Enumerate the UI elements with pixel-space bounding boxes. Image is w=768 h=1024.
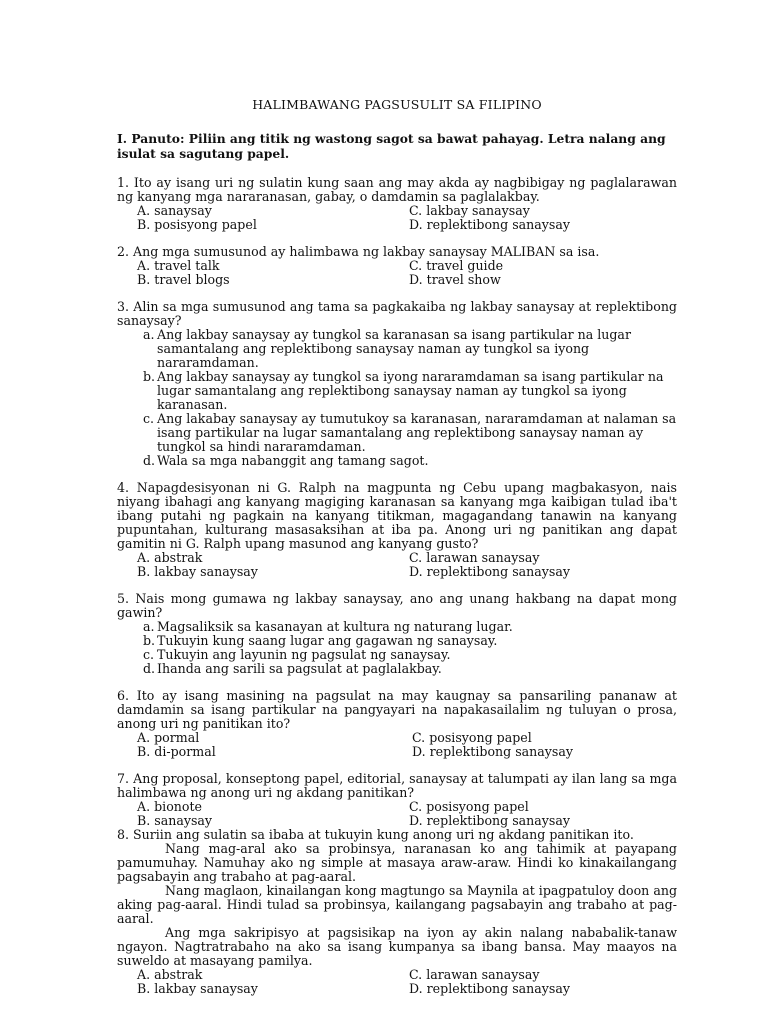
question-1: 1. Ito ay isang uri ng sulatin kung saan ang may akda ay nagbibigay ng paglalarawan ng kanyang mga nararanasan, gabay, o damdamin sa paglalakbay. <box>117 175 677 204</box>
question-6: 6. Ito ay isang masining na pagsulat na may kaugnay sa pansariling pananaw at damdamin sa isang partikular na pangyayari na napakasailalim ng tuluyan o prosa, anong uri ng panitikan ito? <box>117 688 677 731</box>
q3-option-a: a. Ang lakbay sanaysay ay tungkol sa karanasan sa isang partikular na lugar samantalang ang replektibong sanaysay naman ay tungkol sa iyong nararamdaman. <box>143 327 631 370</box>
q8-option-a: A. abstrak <box>137 967 203 982</box>
q6-option-c: C. posisyong papel <box>412 730 532 745</box>
question-5: 5. Nais mong gumawa ng lakbay sanaysay, ano ang unang hakbang na dapat mong gawin? <box>117 591 677 620</box>
question-2: 2. Ang mga sumusunod ay halimbawa ng lakbay sanaysay MALIBAN sa isa. <box>117 244 600 259</box>
q1-option-c: C. lakbay sanaysay <box>409 203 530 218</box>
q7-option-a: A. bionote <box>137 799 202 814</box>
q1-option-d: D. replektibong sanaysay <box>409 217 571 232</box>
q6-option-a: A. pormal <box>137 730 200 745</box>
q5-option-b: b. Tukuyin kung saang lugar ang gagawan ng sanaysay. <box>143 633 498 648</box>
q6-option-d: D. replektibong sanaysay <box>412 744 574 759</box>
q6-option-b: B. di-pormal <box>137 744 216 759</box>
q2-option-b: B. travel blogs <box>137 272 230 287</box>
passage-paragraph-2: Nang maglaon, kinailangan kong magtungo sa Maynila at ipagpatuloy doon ang aking pag-aaral. Hindi tulad sa probinsya, kailangang pagsabayin ang trabaho at pag-aaral. <box>117 883 677 926</box>
q4-option-b: B. lakbay sanaysay <box>137 564 258 579</box>
q3-option-c: c. Ang lakabay sanaysay ay tumutukoy sa karanasan, nararamdaman at nalaman sa isang partikular na lugar samantalang ang replektibong sanaysay naman ay tungkol sa hindi nararamdaman. <box>143 411 677 454</box>
q4-option-d: D. replektibong sanaysay <box>409 564 571 579</box>
q7-option-d: D. replektibong sanaysay <box>409 813 571 828</box>
q4-option-c: C. larawan sanaysay <box>409 550 540 565</box>
question-7: 7. Ang proposal, konseptong papel, editorial, sanaysay at talumpati ay ilan lang sa mga halimbawa ng anong uri ng akdang panitikan? <box>117 771 677 800</box>
q1-option-b: B. posisyong papel <box>137 217 257 232</box>
passage-paragraph-3: Ang mga sakripisyo at pagsisikap na iyon ay akin nalang nababalik-tanaw ngayon. Nagtratrabaho na ako sa isang kumpanya sa ibang bansa. May maayos na suweldo at masayang pamilya. <box>117 925 677 968</box>
instructions: I. Panuto: Piliin ang titik ng wastong sagot sa bawat pahayag. Letra nalang ang isulat sa sagutang papel. <box>117 131 666 161</box>
page-title: HALIMBAWANG PAGSUSULIT SA FILIPINO <box>252 97 542 112</box>
q7-option-c: C. posisyong papel <box>409 799 529 814</box>
q2-option-d: D. travel show <box>409 272 501 287</box>
q5-option-a: a. Magsaliksik sa kasanayan at kultura ng naturang lugar. <box>143 619 513 634</box>
question-7-options <box>117 800 677 828</box>
q5-option-c: c. Tukuyin ang layunin ng pagsulat ng sanaysay. <box>143 647 451 662</box>
question-8-options <box>117 968 677 996</box>
q2-option-a: A. travel talk <box>137 258 220 273</box>
question-8: 8. Suriin ang sulatin sa ibaba at tukuyin kung anong uri ng akdang panitikan ito. <box>117 827 634 842</box>
question-4: 4. Napagdesisyonan ni G. Ralph na magpunta ng Cebu upang magbakasyon, nais niyang ibahagi ang kanyang magiging karanasan sa kanyang mga kaibigan tulad iba't ibang putahi ng pagkain na kanyang titikman, magagandang tanawin na kanyang pupuntahan, kulturang masasaksihan at iba pa. Anong uri ng panitikan ang dapat gamitin ni G. Ralph upang masunod ang kanyang gusto? <box>117 480 677 551</box>
question-3-options <box>117 328 677 468</box>
question-3: 3. Alin sa mga sumusunod ang tama sa pagkakaiba ng lakbay sanaysay at replektibong sanaysay? <box>117 299 677 328</box>
q5-option-d: d. Ihanda ang sarili sa pagsulat at paglalakbay. <box>143 661 442 676</box>
q3-option-d: d. Wala sa mga nabanggit ang tamang sagot. <box>143 453 429 468</box>
q8-option-b: B. lakbay sanaysay <box>137 981 258 996</box>
passage-paragraph-1: Nang mag-aral ako sa probinsya, naranasan ko ang tahimik at payapang pamumuhay. Namuhay ako ng simple at masaya araw-araw. Hindi ko kinakailangang pagsabayin ang trabaho at pag-aaral. <box>117 841 677 884</box>
question-1-options <box>117 204 677 232</box>
q1-option-a: A. sanaysay <box>137 203 212 218</box>
question-5-options <box>117 620 677 676</box>
q7-option-b: B. sanaysay <box>137 813 213 828</box>
question-6-options <box>117 731 677 759</box>
q8-option-d: D. replektibong sanaysay <box>409 981 571 996</box>
question-4-options <box>117 551 677 579</box>
question-2-options <box>117 259 677 287</box>
q3-option-b: b. Ang lakbay sanaysay ay tungkol sa iyong nararamdaman sa isang partikular na lugar samantalang ang replektibong sanaysay naman ay tungkol sa iyong karanasan. <box>143 369 664 412</box>
q2-option-c: C. travel guide <box>409 258 504 273</box>
q4-option-a: A. abstrak <box>137 550 203 565</box>
q8-option-c: C. larawan sanaysay <box>409 967 540 982</box>
